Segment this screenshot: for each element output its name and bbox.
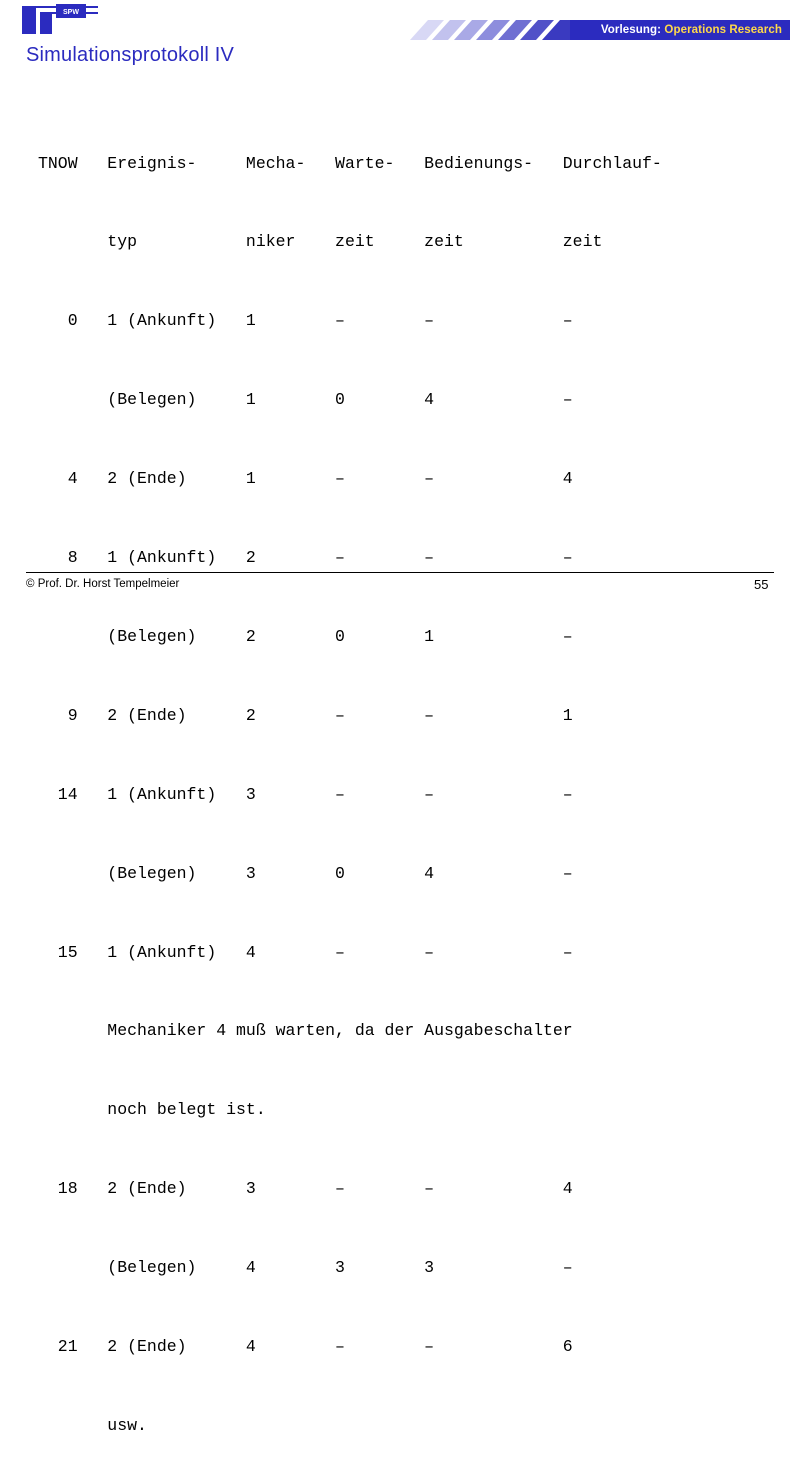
footer-author-name: Prof. Dr. Horst Tempelmeier [37,578,180,590]
table-row: (Belegen) 3 0 4 – [38,863,573,883]
table-row: usw. [38,1415,147,1435]
footer-author [26,578,179,590]
table-note-row: noch belegt ist. [38,1100,266,1120]
table-row: 9 2 (Ende) 2 – – 1 [38,705,573,725]
page-number: 55 [754,577,769,592]
spw-logo [22,4,98,34]
page-title: Simulationsprotokoll IV [26,44,235,66]
banner-stripes [410,20,570,40]
header-banner [410,20,790,40]
table-row: 4 2 (Ende) 1 – – 4 [38,469,573,489]
banner-title [570,20,790,40]
footer-divider [26,572,774,573]
simulation-protocol-table [38,98,662,1465]
svg-text:SPW: SPW [63,9,79,16]
table-row: (Belegen) 4 3 3 – [38,1258,573,1278]
table-row: 18 2 (Ende) 3 – – 4 [38,1179,573,1199]
table-header-line-2: typ niker zeit zeit zeit [38,232,603,252]
table-row: (Belegen) 2 0 1 – [38,626,573,646]
copyright-icon: © [26,578,35,590]
table-row: 14 1 (Ankunft) 3 – – – [38,784,573,804]
table-header-line-1: TNOW Ereignis- Mecha- Warte- Bedienungs- Durchlauf- [38,153,662,173]
table-row: 15 1 (Ankunft) 4 – – – [38,942,573,962]
table-note-row: Mechaniker 4 muß warten, da der Ausgabeschalter [38,1021,573,1041]
table-row: (Belegen) 1 0 4 – [38,390,573,410]
table-row: 21 2 (Ende) 4 – – 6 [38,1336,573,1356]
banner-prefix: Vorlesung: [600,24,662,36]
banner-course-name: Operations Research [664,24,782,36]
table-row: 0 1 (Ankunft) 1 – – – [38,311,573,331]
table-row: 8 1 (Ankunft) 2 – – – [38,548,573,568]
